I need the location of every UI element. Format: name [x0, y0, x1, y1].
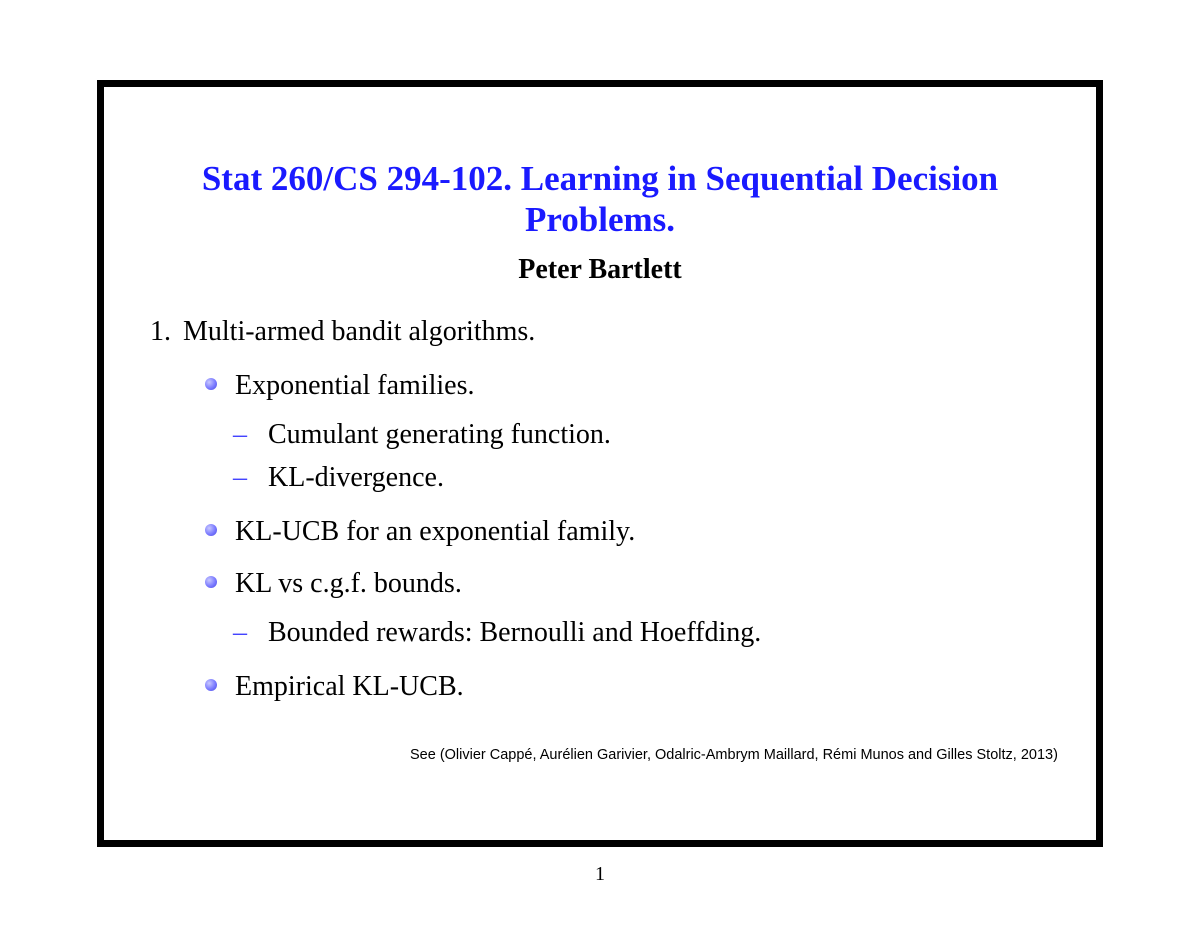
list-subitem — [230, 617, 761, 649]
list-item-text: Empirical KL-UCB. — [235, 671, 464, 702]
dash-icon: – — [233, 462, 247, 493]
bullet-icon — [205, 524, 217, 536]
slide-title-line-2: Problems. — [524, 200, 676, 239]
bullet-icon — [205, 378, 217, 390]
citation: See (Olivier Cappé, Aurélien Garivier, Odalric-Ambrym Maillard, Rémi Munos and Gilles Stoltz, 2013) — [410, 747, 1058, 763]
list-subitem-text: KL-divergence. — [268, 462, 444, 493]
list-item — [205, 568, 462, 600]
list-subitem — [230, 462, 444, 494]
section-heading — [150, 316, 535, 348]
author-name: Peter Bartlett — [518, 254, 682, 285]
slide-title — [0, 158, 1200, 240]
dash-icon: – — [233, 617, 247, 648]
dash-icon: – — [233, 419, 247, 450]
list-item-text: KL vs c.g.f. bounds. — [235, 568, 462, 599]
bullet-icon — [205, 576, 217, 588]
list-item-text: KL-UCB for an exponential family. — [235, 516, 636, 547]
section-text: Multi-armed bandit algorithms. — [183, 316, 536, 347]
list-item — [205, 516, 635, 548]
list-item — [205, 370, 475, 402]
section-number: 1. — [150, 316, 171, 347]
list-subitem-text: Cumulant generating function. — [268, 419, 611, 450]
page-number: 1 — [595, 863, 605, 885]
slide-title-line-1: Stat 260/CS 294-102. Learning in Sequential Decision — [201, 159, 999, 198]
list-subitem — [230, 419, 611, 451]
list-item — [205, 671, 464, 703]
bullet-icon — [205, 679, 217, 691]
list-item-text: Exponential families. — [235, 370, 475, 401]
list-subitem-text: Bounded rewards: Bernoulli and Hoeffding. — [268, 617, 762, 648]
